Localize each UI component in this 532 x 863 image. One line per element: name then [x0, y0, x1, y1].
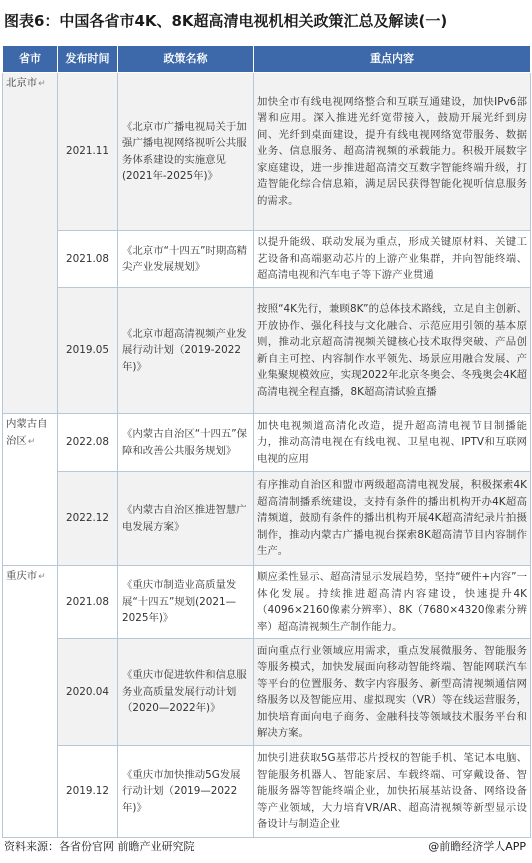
- header-policy-name: 政策名称: [118, 46, 254, 73]
- policy-name-cell: 《内蒙古自治区“十四五”保障和改善公共服务规划》: [118, 414, 254, 472]
- source-note: 资料来源：各省份官网 前瞻产业研究院: [4, 840, 195, 853]
- content-cell: 加快电视频道高清化改造，提升超高清电视节目制播能力，推动高清电视在有线电视、卫星电视、IPTV和互联网电视的应用: [254, 414, 531, 472]
- content-cell: 加快引进获取5G基带芯片授权的智能手机、笔记本电脑、智能服务机器人、智能家居、车载终端、可穿戴设备、智能服务器等智能终端企业，加快拓展基站设备、网络设备等产业领域，大力培育VR/AR、超高清视频等新型显示设备设计与制造企业: [254, 746, 531, 838]
- table-row: [3, 746, 531, 838]
- date-cell: 2019.05: [58, 288, 118, 414]
- content-cell: 顺应柔性显示、超高清显示发展趋势，坚持“硬件+内容”一体化发展。持续推进超高清内容建设，快速提升4K（4096×2160像素分辨率）、8K（7680×4320像素分辨率）超高清视频生产制作能力。: [254, 566, 531, 639]
- table-row: [3, 73, 531, 231]
- province-cell: 重庆市↵: [3, 566, 58, 838]
- policy-name-cell: 《内蒙古自治区推进智慧广电发展方案》: [118, 472, 254, 566]
- table-row: [3, 288, 531, 414]
- date-cell: 2021.11: [58, 73, 118, 231]
- app-credit: @前瞻经济学人APP: [428, 840, 526, 853]
- content-cell: 面向重点行业领域应用需求，重点发展微服务、智能服务等服务模式，加快发展面向移动智能终端、智能网联汽车等平台的位置服务、数字内容服务、新型高清视频通信网络服务以及智能应用、虚拟现实（VR）等在线运营服务，加快培育面向电子商务、金融科技等领域技术服务平台和解决方案。: [254, 639, 531, 746]
- header-date: 发布时间: [58, 46, 118, 73]
- province-cell: 内蒙古自治区↵: [3, 414, 58, 566]
- policy-name-cell: 《北京市超高清视频产业发展行动计划（2019-2022年)》: [118, 288, 254, 414]
- table-row: [3, 472, 531, 566]
- date-cell: 2021.08: [58, 231, 118, 288]
- policy-name-cell: 《重庆市促进软件和信息服务业高质量发展行动计划（2020—2022年)》: [118, 639, 254, 746]
- chart-title: 图表6：中国各省市4K、8K超高清电视机相关政策汇总及解读(一): [4, 12, 448, 30]
- table-header-row: [3, 46, 531, 73]
- province-label: 北京市: [6, 77, 38, 89]
- date-cell: 2022.12: [58, 472, 118, 566]
- province-label: 内蒙古自治区: [6, 418, 48, 447]
- policy-name-cell: 《重庆市加快推动5G发展行动计划（2019—2022年)》: [118, 746, 254, 838]
- date-cell: 2021.08: [58, 566, 118, 639]
- content-cell: 以提升能级、联动发展为重点，形成关键原材料、关键工艺设备和高端驱动芯片的上游产业集群，并向智能终端、超高清电视和汽车电子等下游产业贯通: [254, 231, 531, 288]
- table-row: [3, 566, 531, 639]
- header-province: 省市: [3, 46, 58, 73]
- policy-name-cell: 《北京市“十四五”时期高精尖产业发展规划》: [118, 231, 254, 288]
- content-cell: 加快全市有线电视网络整合和互联互通建设，加快IPv6部署和应用。深入推进光纤宽带接入，鼓励开展光纤到房间、光纤到桌面建设，提升有线电视网络宽带服务、数据业务、信息服务、超高清视频的承载能力。积极开展数字家庭建设，进一步推进超高清交互数字智能终端升级，打造智能化综合信息箱，满足居民获得智能化视听信息服务的需求。: [254, 73, 531, 231]
- date-cell: 2022.08: [58, 414, 118, 472]
- header-key-content: 重点内容: [254, 46, 531, 73]
- policy-name-cell: 《重庆市制造业高质量发展“十四五”规划(2021—2025年)》: [118, 566, 254, 639]
- date-cell: 2020.04: [58, 639, 118, 746]
- table-row: [3, 231, 531, 288]
- province-cell: 北京市↵: [3, 73, 58, 414]
- table-row: [3, 639, 531, 746]
- date-cell: 2019.12: [58, 746, 118, 838]
- footer: [4, 836, 528, 858]
- content-cell: 按照“4K先行，兼顾8K”的总体技术路线，立足自主创新、开放协作、强化科技与文化融合、示范应用引领的基本原则，推动北京超高清视频关键核心技术取得突破、产品创新自主可控、内容制作水平领先、场景应用融合发展、产业集聚规模效应，实现2022年北京冬奥会、冬残奥会4K超高清电视全程直播，8K超高清试验直播: [254, 288, 531, 414]
- content-cell: 有序推动自治区和盟市两级超高清电视发展，积极探索4K超高清制播系统建设，支持有条件的播出机构开办4K超高清频道，鼓励有条件的播出机构开展4K超高清纪录片拍摄制作，推动内蒙古广播电视台探索8K超高清节目内容制作生产。: [254, 472, 531, 566]
- table-row: [3, 414, 531, 472]
- policy-table: [2, 45, 531, 838]
- province-label: 重庆市: [6, 570, 38, 582]
- policy-name-cell: 《北京市广播电视局关于加强广播电视网络视听公共服务体系建设的实施意见(2021年-2025年)》: [118, 73, 254, 231]
